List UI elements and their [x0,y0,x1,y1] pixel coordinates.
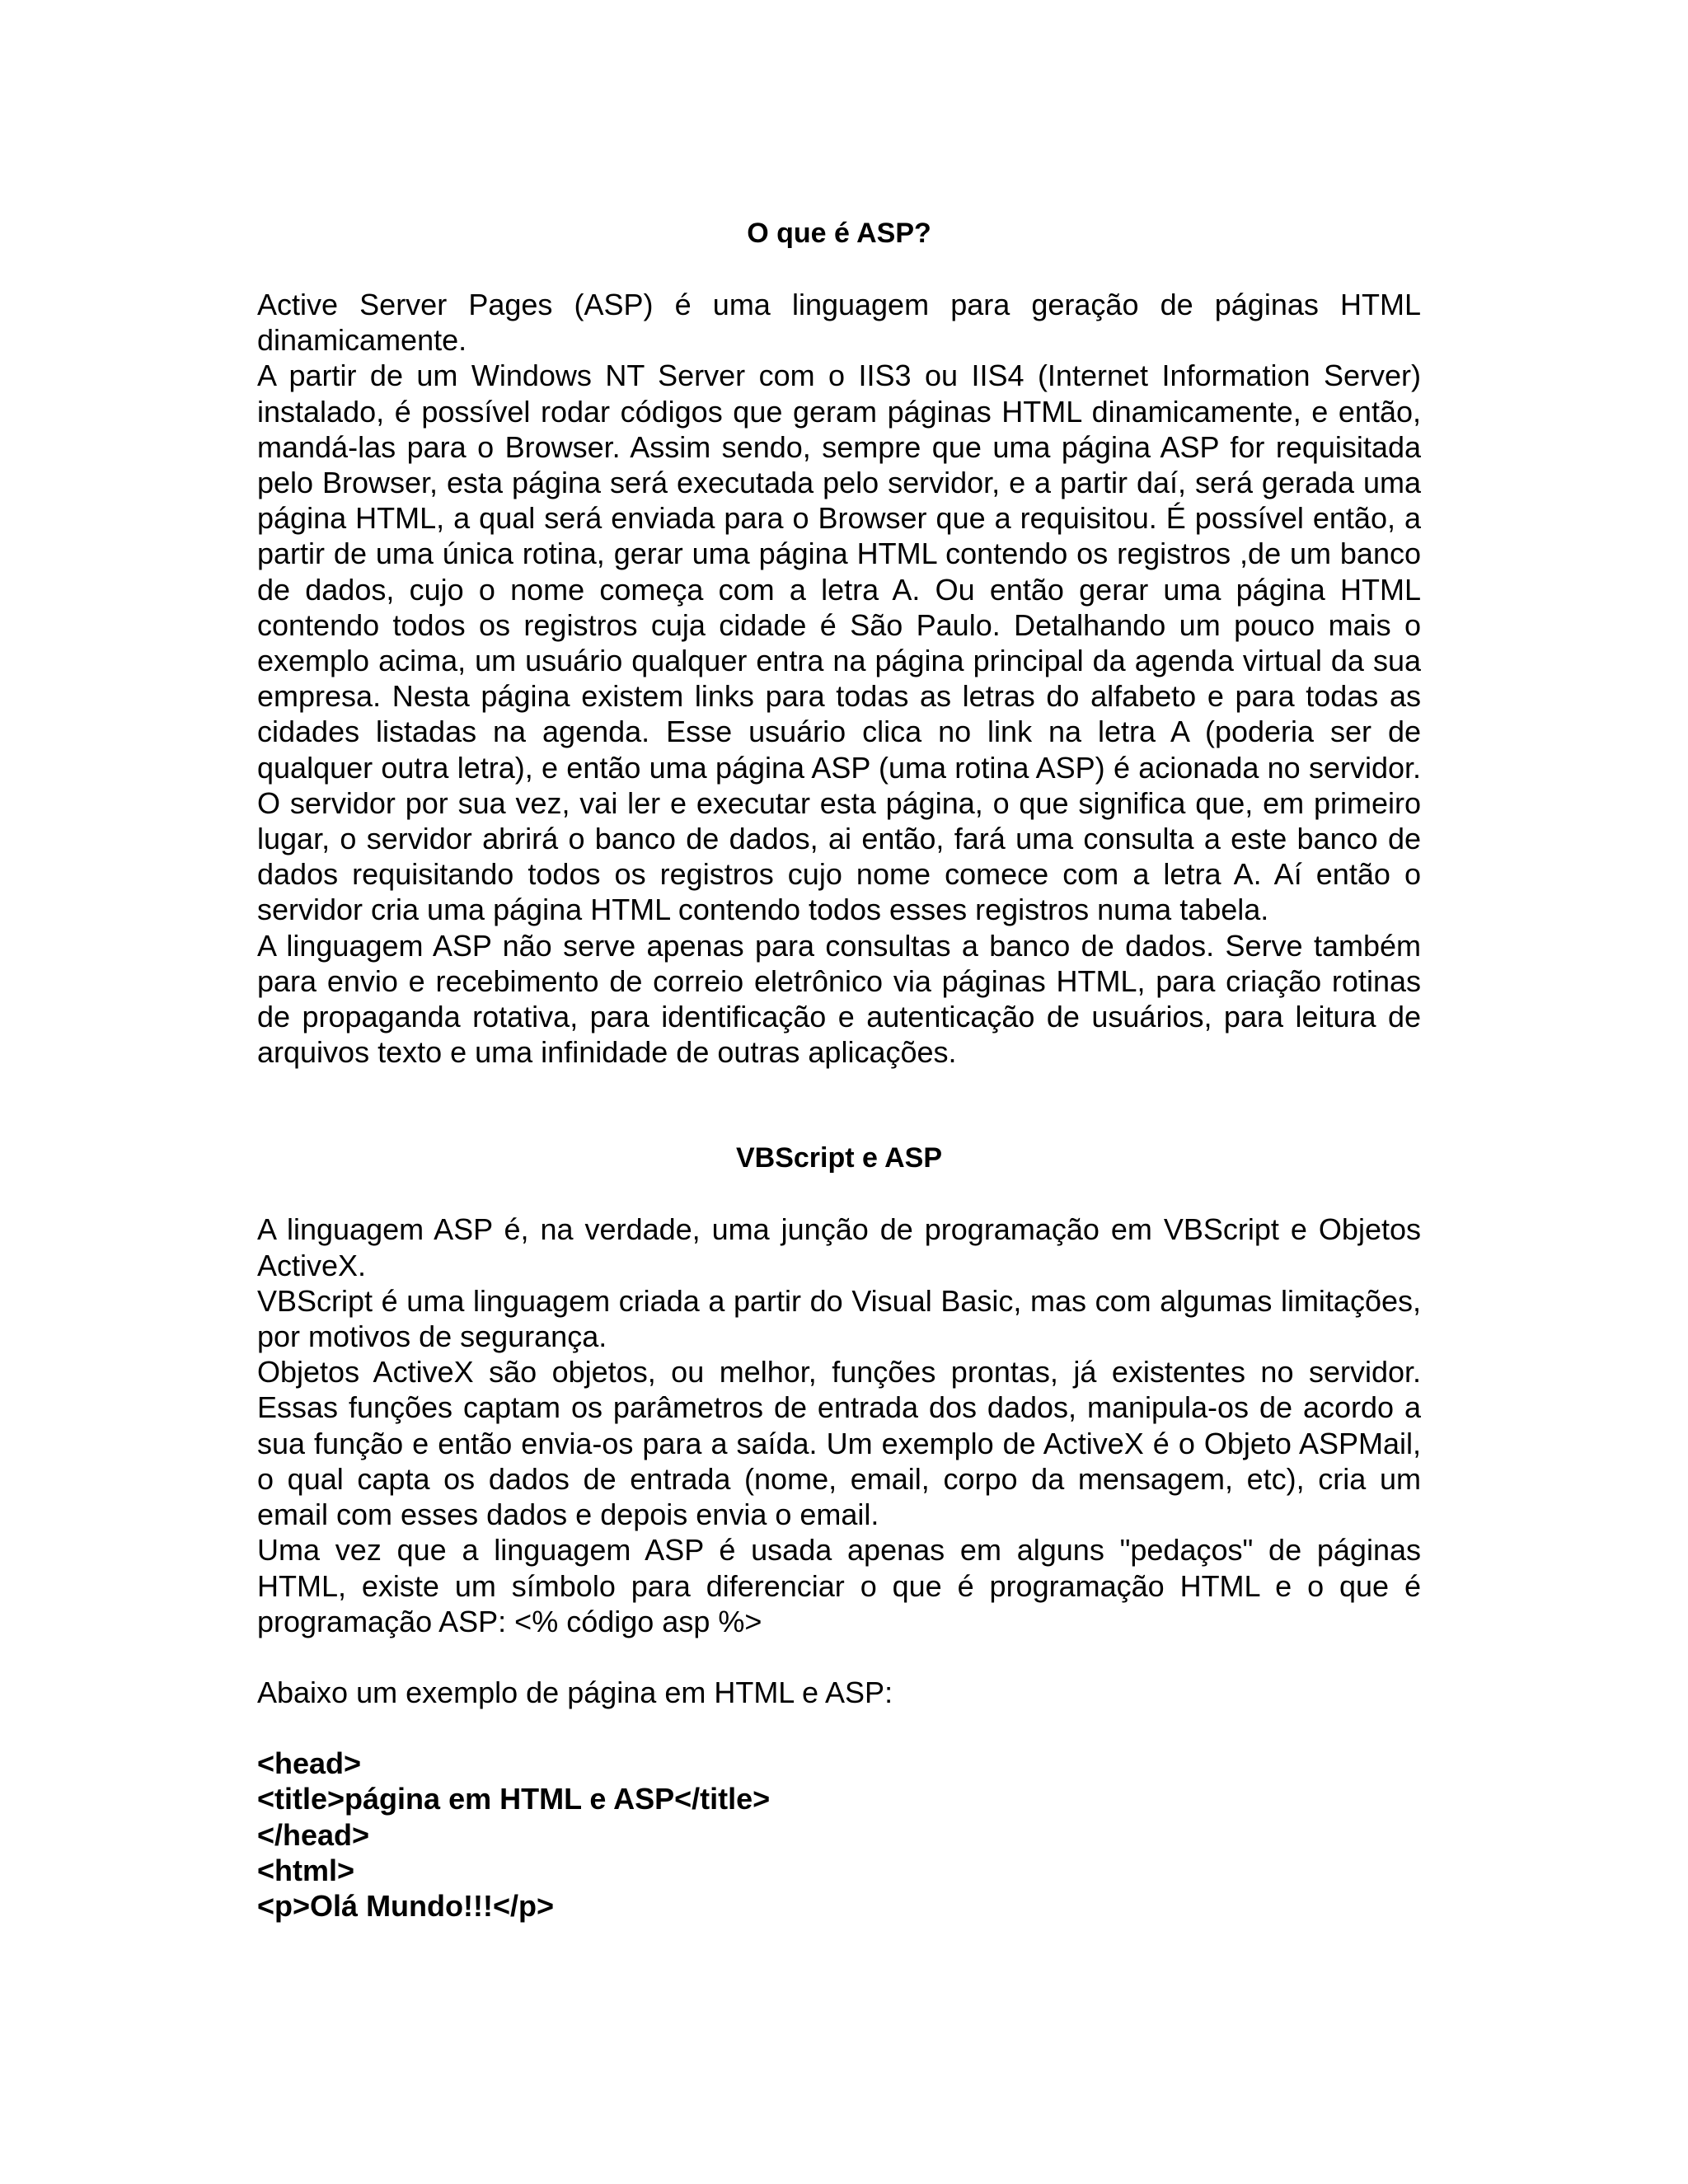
paragraph: Active Server Pages (ASP) é uma linguagem para geração de páginas HTML dinamicamente. [257,288,1421,358]
spacer [257,1710,1421,1746]
paragraph: A linguagem ASP não serve apenas para consultas a banco de dados. Serve também para envio e recebimento de correio eletrônico via páginas HTML, para criação rotinas de propaganda rotativa, para identificação e autenticação de usuários, para leitura de arquivos texto e uma infinidade de outras aplicações. [257,928,1421,1070]
spacer [257,1176,1421,1212]
spacer [257,1070,1421,1141]
code-example [257,1746,1421,1924]
section-title-vbscript-asp: VBScript e ASP [735,1142,943,1174]
example-intro: Abaixo um exemplo de página em HTML e ASP: [257,1675,893,1709]
code-line: <head> [257,1746,362,1781]
code-line: </head> [257,1817,370,1852]
section-title-what-is-asp: O que é ASP? [747,218,931,249]
document-page [257,216,1421,1924]
spacer [257,251,1421,287]
paragraph: Objetos ActiveX são objetos, ou melhor, funções prontas, já existentes no servidor. Essas funções captam os parâmetros de entrada dos dados, manipula-os de acordo a sua função e então envia-os para a saída. Um exemplo de ActiveX é o Objeto ASPMail, o qual capta os dados de entrada (nome, email, corpo da mensagem, etc), cria um email com esses dados e depois envia o email. [257,1355,1421,1532]
paragraph: A linguagem ASP é, na verdade, uma junção de programação em VBScript e Objetos ActiveX. [257,1212,1421,1282]
paragraph: Uma vez que a linguagem ASP é usada apenas em alguns "pedaços" de páginas HTML, existe um símbolo para diferenciar o que é programação HTML e o que é programação ASP: <% código asp %> [257,1533,1421,1638]
code-line: <p>Olá Mundo!!!</p> [257,1888,555,1923]
code-line: <html> [257,1853,355,1887]
spacer [257,1639,1421,1675]
paragraph: VBScript é uma linguagem criada a partir do Visual Basic, mas com algumas limitações, por motivos de segurança. [257,1283,1421,1354]
code-line: <title>página em HTML e ASP</title> [257,1782,771,1816]
paragraph: A partir de um Windows NT Server com o IIS3 ou IIS4 (Internet Information Server) instalado, é possível rodar códigos que geram páginas HTML dinamicamente, e então, mandá-las para o Browser. Assim sendo, sempre que uma página ASP for requisitada pelo Browser, esta página será executada pelo servidor, e a partir daí, será gerada uma página HTML, a qual será enviada para o Browser que a requisitou. É possível então, a partir de uma única rotina, gerar uma página HTML contendo os registros ,de um banco de dados, cujo o nome começa com a letra A. Ou então gerar uma página HTML contendo todos os registros cuja cidade é São Paulo. Detalhando um pouco mais o exemplo acima, um usuário qualquer entra na página principal da agenda virtual da sua empresa. Nesta página existem links para todas as letras do alfabeto e para todas as cidades listadas na agenda. Esse usuário clica no link na letra A (poderia ser de qualquer outra letra), e então uma página ASP (uma rotina ASP) é acionada no servidor. O servidor por sua vez, vai ler e executar esta página, o que significa que, em primeiro lugar, o servidor abrirá o banco de dados, ai então, fará uma consulta a este banco de dados requisitando todos os registros cujo nome comece com a letra A. Aí então o servidor cria uma página HTML contendo todos esses registros numa tabela. [257,359,1421,927]
